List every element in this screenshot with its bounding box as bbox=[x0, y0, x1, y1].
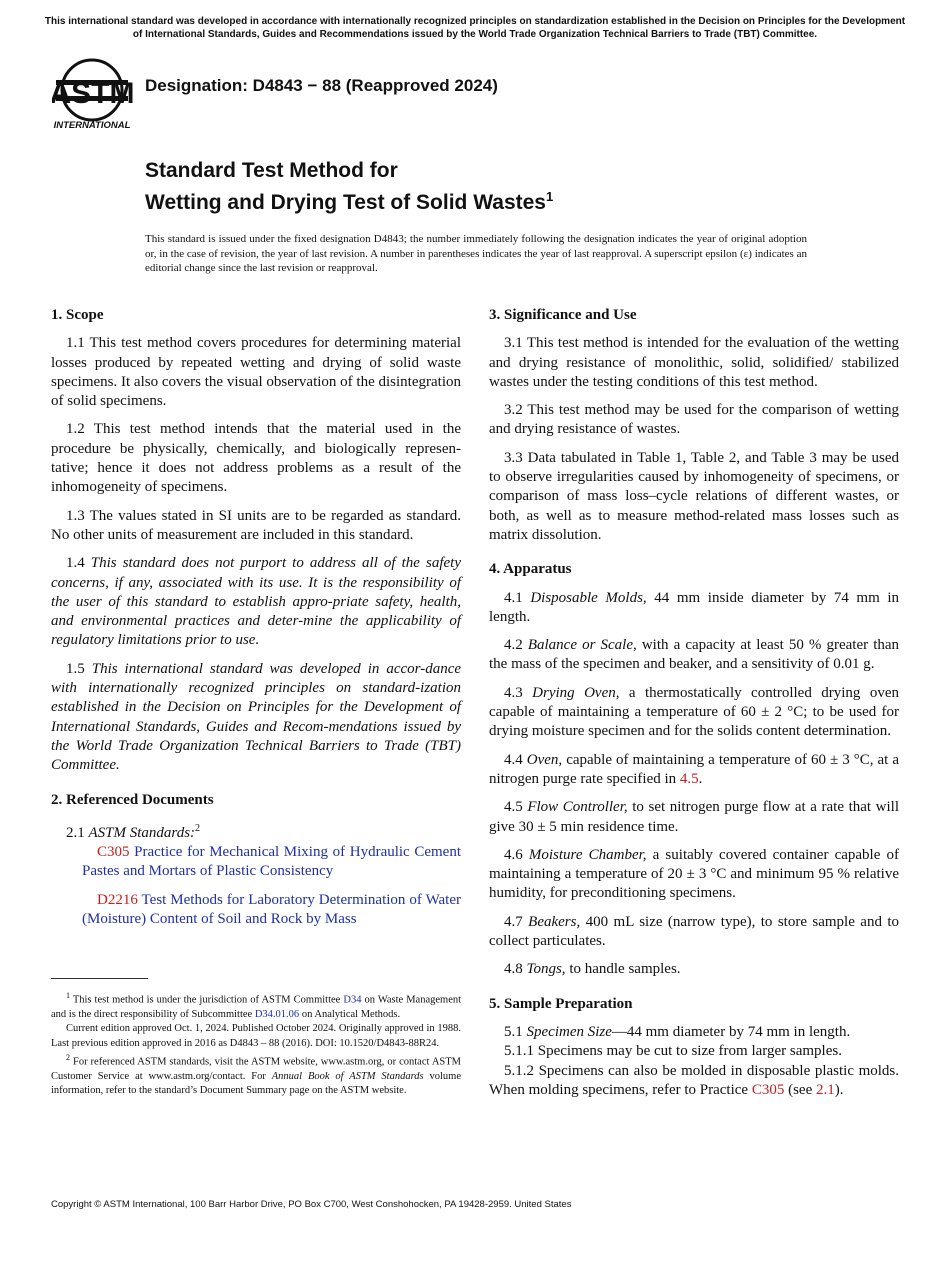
footnote-divider bbox=[51, 978, 148, 979]
header-notice: This international standard was developed in accordance with internationally recognized principles on standardization established in the Decision on Principles for the Development of International Standards, Guides and Recommendations issued by the World Trade Organization Technical Barriers to Trade (TBT) Committee. bbox=[44, 16, 906, 40]
para-4-3: 4.3 Drying Oven, a thermostatically controlled drying oven capable of maintaining a temperature of 60 ± 2 °C; to be used for drying moisture specimen and for the solids content determination. bbox=[489, 684, 899, 740]
para-5-1-1: 5.1.1 Specimens may be cut to size from larger samples. bbox=[504, 1043, 842, 1060]
preamble: This standard is issued under the fixed designation D4843; the number immediately following the designation indicates the year of original adoption or, in the case of revision, the year of last revision. A number in parentheses indicates the year of last reapproval. A superscript epsilon (ε) indicates an editorial change since the last revision or reapproval. bbox=[145, 233, 807, 275]
section-1-heading: 1. Scope bbox=[51, 307, 104, 323]
astm-logo-mark bbox=[52, 56, 136, 132]
document-title bbox=[145, 158, 553, 216]
para-4-8: 4.8 Tongs, to handle samples. bbox=[504, 961, 681, 978]
para-2-1: 2.1 ASTM Standards:$^2$ bbox=[66, 822, 201, 841]
title-line-2: Wetting and Drying Test of Solid Wastes$^1$ bbox=[145, 189, 554, 214]
para-5-1: 5.1 Specimen Size—44 mm diameter by 74 mm in length. bbox=[504, 1023, 851, 1040]
designation: Designation: D4843 − 88 (Reapproved 2024) bbox=[145, 76, 498, 95]
section-4-heading: 4. Apparatus bbox=[489, 561, 572, 578]
ref-code[interactable]: D2216 bbox=[97, 891, 138, 908]
para-3-2: 3.2 This test method may be used for the comparison of wetting and drying resistance of wastes. bbox=[489, 402, 899, 438]
para-1-2: 1.2 This test method intends that the material used in the procedure be physically, chemically, and biologically represen-tative; hence it does not address problems as a result of the inhomogeneity of specimens. bbox=[51, 421, 461, 496]
para-4-7: 4.7 Beakers, 400 mL size (narrow type), to store sample and to collect particulates. bbox=[489, 913, 900, 950]
astm-logo bbox=[52, 56, 136, 132]
logo-word: INTERNATIONAL bbox=[53, 120, 131, 131]
right-column bbox=[489, 306, 899, 1109]
left-column bbox=[51, 306, 461, 938]
footnote-edition: Current edition approved Oct. 1, 2024. Published October 2024. Originally approved in 1988. Last previous edition approved in 2016 as D4843 – 88 (2016). DOI: 10.1520/D4843-88R24. bbox=[51, 1023, 461, 1049]
section-3-heading: 3. Significance and Use bbox=[489, 307, 637, 323]
para-1-3: 1.3 The values stated in SI units are to be regarded as standard. No other units of measurement are included in this standard. bbox=[51, 507, 461, 543]
para-1-4: 1.4 This standard does not purport to address all of the safety concerns, if any, associated with its use. It is the responsibility of the user of this standard to establish appro-priate safety, health, and environmental practices and deter-mine the applicability of regulatory limitations prior to use. bbox=[51, 555, 461, 649]
para-5-1-2: 5.1.2 Specimens can also be molded in disposable plastic molds. When molding specimens, refer to Practice C305 (see 2.1). bbox=[489, 1062, 899, 1098]
reference-c305[interactable] bbox=[51, 843, 461, 882]
section-4-5-link[interactable]: 4.5 bbox=[679, 770, 699, 787]
footnote-2: $^2$ For referenced ASTM standards, visit the ASTM website, www.astm.org, or contact ASTM Customer Service at www.astm.org/contact. For Annual Book of ASTM Standards volume information, refer to the standard’s Document Summary page on the ASTM website. bbox=[51, 1053, 462, 1097]
para-4-5: 4.5 Flow Controller, to set nitrogen purge flow at a rate that will give 30 ± 5 min residence time. bbox=[489, 799, 900, 835]
footnote-1: $^1$ This test method is under the jurisdiction of ASTM Committee D34 on Waste Management and is the direct responsibility of Subcommittee D34.01.06 on Analytical Methods. bbox=[51, 991, 462, 1020]
para-4-6: 4.6 Moisture Chamber, a suitably covered container capable of maintaining a temperature of 20 ± 3 °C and minimum 95 % relative humidity, for preconditioning specimens. bbox=[489, 846, 899, 902]
c305-link[interactable]: C305 bbox=[751, 1081, 785, 1098]
para-1-5: 1.5 This international standard was developed in accor-dance with internationally recognized principles on standard-ization established in the Decision on Principles for the Development of International Standards, Guides and Recom-mendations issued by the World Trade Organization Technical Barriers to Trade (TBT) Committee. bbox=[51, 660, 462, 774]
para-4-4: 4.4 Oven, capable of maintaining a temperature of 60 ± 3 °C, at a nitrogen purge rate specified in 4.5. bbox=[489, 751, 899, 787]
para-4-1: 4.1 Disposable Molds, 44 mm inside diameter by 74 mm in length. bbox=[489, 589, 900, 625]
para-3-1: 3.1 This test method is intended for the evaluation of the wetting and drying resistance of monolithic, solid, solidified/ stabilized wastes under the testing conditions of this test method. bbox=[489, 335, 899, 390]
title-line-1: Standard Test Method for bbox=[145, 159, 398, 182]
footnotes bbox=[51, 989, 461, 1099]
para-1-1: 1.1 This test method covers procedures for determining material losses produced by repeated wetting and drying of solid waste specimens. It also covers the visual observation of the disintegration of solid specimens. bbox=[51, 335, 461, 410]
title-footnote-mark: 1 bbox=[545, 189, 554, 204]
subcommittee-link[interactable]: D34.01.06 bbox=[254, 1008, 300, 1020]
section-2-heading: 2. Referenced Documents bbox=[51, 791, 214, 808]
committee-link[interactable]: D34 bbox=[343, 994, 362, 1006]
logo-letters: ASTM bbox=[52, 77, 135, 110]
section-2-1-link[interactable]: 2.1 bbox=[816, 1081, 835, 1098]
ref-code[interactable]: C305 bbox=[97, 844, 130, 861]
para-4-2: 4.2 Balance or Scale, with a capacity at least 50 % greater than the mass of the specimen and beaker, and a sensitivity of 0.01 g. bbox=[489, 637, 900, 673]
ref-title[interactable]: Practice for Mechanical Mixing of Hydraulic Cement Pastes and Mortars of Plastic Consistency bbox=[82, 844, 462, 880]
copyright-footer: Copyright © ASTM International, 100 Barr Harbor Drive, PO Box C700, West Conshohocken, PA 19428-2959. United States bbox=[51, 1199, 572, 1210]
reference-d2216[interactable] bbox=[51, 891, 461, 930]
para-3-3: 3.3 Data tabulated in Table 1, Table 2, and Table 3 may be used to observe irregularities caused by inhomogeneity of specimens, or comparison of mass loss–cycle relations of different wastes, or both, as well as to measure method-related mass losses such as matrix dissolution. bbox=[489, 449, 899, 543]
ref-title[interactable]: Test Methods for Laboratory Determination of Water (Moisture) Content of Soil and Rock by Mass bbox=[82, 891, 462, 928]
section-5-heading: 5. Sample Preparation bbox=[489, 995, 633, 1012]
